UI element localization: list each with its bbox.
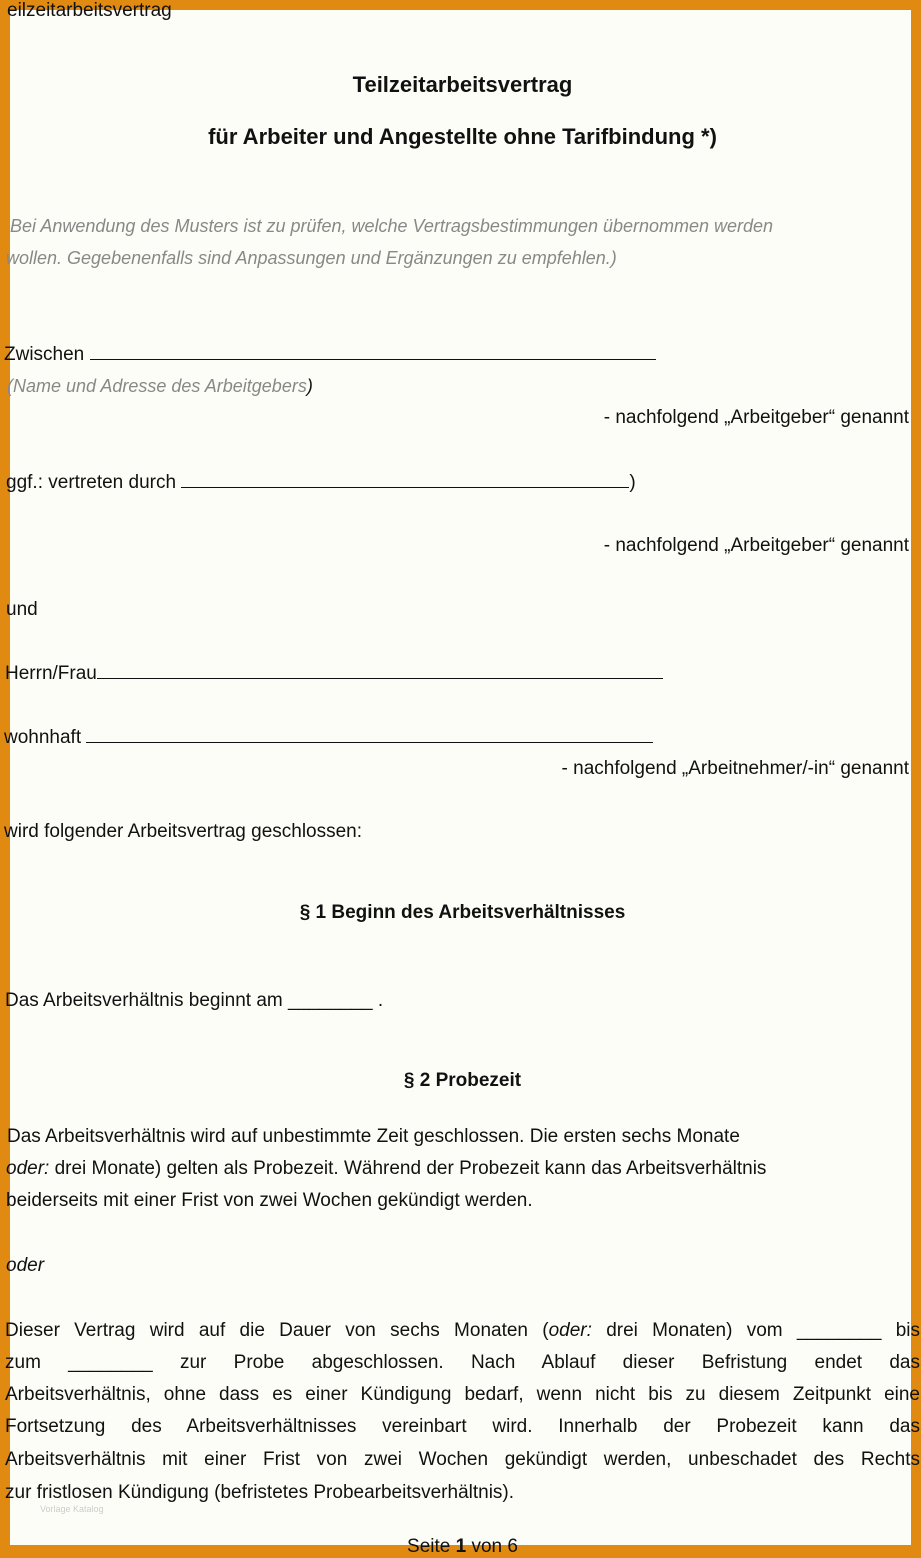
s2-p1-line-2-rest: drei Monate) gelten als Probezeit. Während der Probezeit kann das Arbeitsverhältnis <box>49 1158 767 1179</box>
und-label: und <box>6 599 38 620</box>
s2-p2-line-4: Fortsetzung des Arbeitsverhältnisses vereinbart wird. Innerhalb der Probezeit kann das <box>5 1416 920 1437</box>
employer-line <box>4 343 656 366</box>
employer-named: - nachfolgend „Arbeitgeber“ genannt <box>603 407 909 428</box>
represented-label: ggf.: vertreten durch <box>6 472 177 493</box>
employer-hint-paren: ) <box>306 376 313 396</box>
document-page <box>4 0 921 1557</box>
wohnhaft-label: wohnhaft <box>4 727 82 748</box>
employee-name-blank[interactable] <box>97 662 663 679</box>
s2-p1-line-3: beiderseits mit einer Frist von zwei Wochen gekündigt werden. <box>6 1190 533 1211</box>
page-footer <box>10 1536 915 1558</box>
s2-p2-line-1a: Dieser Vertrag wird auf die Dauer von sechs Monaten ( <box>5 1320 549 1341</box>
s2-p2-line-1b: drei Monaten) vom ________ bis <box>591 1320 921 1341</box>
residence-line <box>4 726 653 749</box>
document-subtitle: für Arbeiter und Angestellte ohne Tarifbindung *) <box>208 124 717 149</box>
employee-line <box>5 662 663 685</box>
herr-frau-label: Herrn/Frau <box>5 663 97 684</box>
page-header-cut: eilzeitarbeitsvertrag <box>7 0 172 21</box>
s2-p2-line-1 <box>5 1320 920 1342</box>
note-line-1: Bei Anwendung des Musters ist zu prüfen, welche Vertragsbestimmungen übernommen werden <box>10 216 774 236</box>
s2-p1-oder: oder: <box>6 1158 50 1179</box>
note-line-2: wollen. Gegebenenfalls sind Anpassungen und Ergänzungen zu empfehlen.) <box>6 248 617 268</box>
footer-current-page: 1 <box>455 1536 467 1557</box>
employer-blank[interactable] <box>90 343 656 360</box>
represented-line <box>6 471 636 494</box>
represented-close: ) <box>629 472 636 493</box>
s1-start-line <box>5 990 383 1012</box>
concluded-text: wird folgender Arbeitsvertrag geschlossen: <box>4 821 363 842</box>
zwischen-label: Zwischen <box>4 344 85 365</box>
s2-p2-line-3: Arbeitsverhältnis, ohne dass es einer Kündigung bedarf, wenn nicht bis zu diesem Zeitpunkt eine <box>5 1384 920 1405</box>
s2-p2-line-6: zur fristlosen Kündigung (befristetes Probearbeitsverhältnis). <box>5 1482 515 1503</box>
section-2-heading: § 2 Probezeit <box>403 1070 522 1091</box>
s2-p1-line-1: Das Arbeitsverhältnis wird auf unbestimmte Zeit geschlossen. Die ersten sechs Monate <box>7 1126 740 1147</box>
employer-named-2: - nachfolgend „Arbeitgeber“ genannt <box>603 535 909 556</box>
document-title: Teilzeitarbeitsvertrag <box>352 72 573 97</box>
employee-named: - nachfolgend „Arbeitnehmer/-in“ genannt <box>561 758 909 779</box>
s2-p2-line-2: zum ________ zur Probe abgeschlossen. Nach Ablauf dieser Befristung endet das <box>5 1352 920 1373</box>
employer-hint <box>7 376 313 397</box>
s1-dot: . <box>377 990 384 1011</box>
s1-start-blank[interactable]: ________ <box>288 990 373 1011</box>
residence-blank[interactable] <box>86 726 653 743</box>
oder-label: oder <box>6 1255 45 1276</box>
s1-start-text: Das Arbeitsverhältnis beginnt am <box>5 990 283 1011</box>
s2-p1-line-2 <box>6 1158 766 1180</box>
footer-seite: Seite <box>407 1536 456 1557</box>
watermark: Vorlage Katalog <box>40 1504 104 1514</box>
represented-blank[interactable] <box>181 471 629 488</box>
section-1-heading: § 1 Beginn des Arbeitsverhältnisses <box>299 902 626 923</box>
s2-p2-oder: oder: <box>548 1320 592 1341</box>
footer-von: von 6 <box>466 1536 518 1557</box>
s2-p2-line-5: Arbeitsverhältnis mit einer Frist von zwei Wochen gekündigt werden, unbeschadet des Rechts <box>5 1449 920 1470</box>
employer-hint-text: (Name und Adresse des Arbeitgebers <box>7 376 307 396</box>
